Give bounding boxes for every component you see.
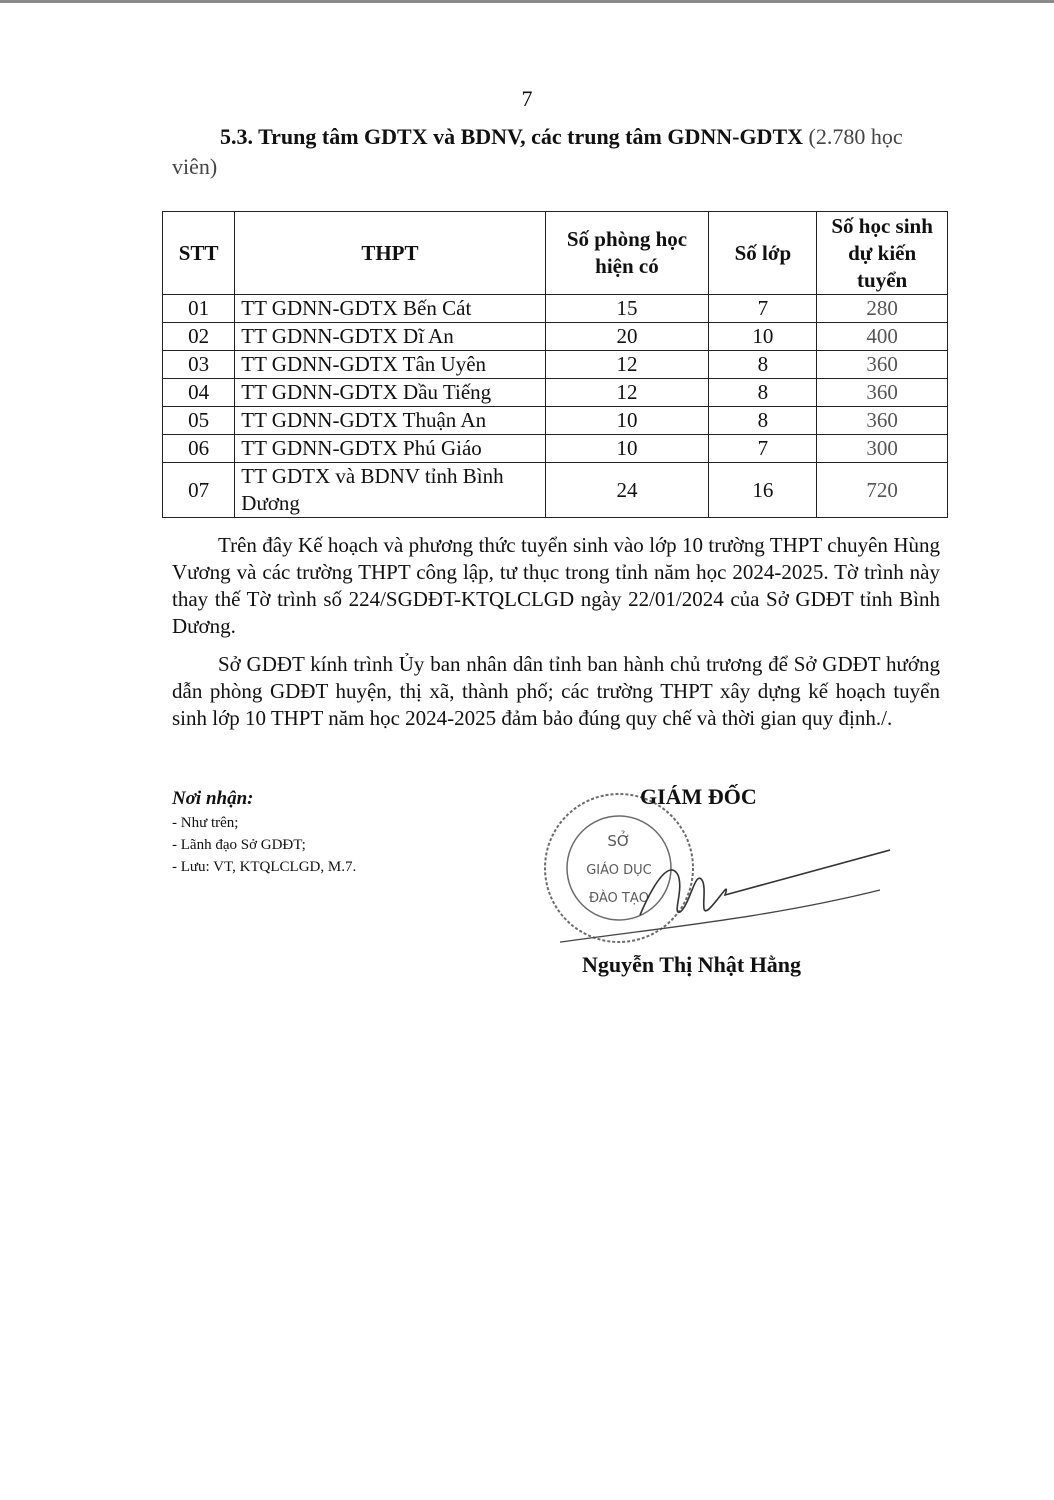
cell-students: 720 [817,463,948,518]
signer-title: GIÁM ĐỐC [640,784,757,809]
table-row [163,379,948,407]
scan-edge-line [0,0,1054,3]
cell-name: TT GDTX và BDNV tỉnh Bình Dương [235,463,545,518]
seal-text-2: GIÁO DỤC [586,863,652,878]
header-stt: STT [163,212,235,295]
cell-name: TT GDNN-GDTX Dầu Tiếng [235,379,545,407]
cell-stt: 06 [163,435,235,463]
cell-stt: 05 [163,407,235,435]
cell-students: 400 [817,323,948,351]
recipient-item: - Như trên; [172,815,239,831]
header-classes: Số lớp [709,212,817,295]
cell-rooms: 12 [545,351,709,379]
cell-students: 300 [817,435,948,463]
section-heading [172,122,942,182]
cell-rooms: 10 [545,407,709,435]
recipient-item: - Lãnh đạo Sở GDĐT; [172,837,306,853]
handwritten-signature-icon [560,820,900,950]
cell-stt: 02 [163,323,235,351]
cell-rooms: 10 [545,435,709,463]
cell-classes: 8 [709,379,817,407]
page-number: 7 [521,86,533,111]
cell-name: TT GDNN-GDTX Dĩ An [235,323,545,351]
cell-name: TT GDNN-GDTX Tân Uyên [235,351,545,379]
header-name: THPT [235,212,545,295]
cell-classes: 16 [709,463,817,518]
cell-students: 280 [817,295,948,323]
recipients-title-colon: : [247,788,254,809]
cell-students: 360 [817,351,948,379]
signer-name: Nguyễn Thị Nhật Hằng [582,952,802,977]
header-students: Số học sinh dự kiến tuyển [817,212,948,295]
table-row [163,351,948,379]
cell-classes: 7 [709,435,817,463]
section-heading-main: 5.3. Trung tâm GDTX và BDNV, các trung tâm GDNN-GDTX [220,124,803,149]
cell-name: TT GDNN-GDTX Bến Cát [235,295,545,323]
cell-name: TT GDNN-GDTX Phú Giáo [235,435,545,463]
section-heading-count: (2.780 học viên) [172,124,903,179]
cell-stt: 03 [163,351,235,379]
recipient-item: - Lưu: VT, KTQLCLGD, M.7. [172,859,357,875]
recipients-title [172,786,472,812]
table-row [163,463,948,518]
cell-rooms: 15 [545,295,709,323]
centers-table [162,211,948,518]
cell-students: 360 [817,407,948,435]
recipients-block [172,786,472,878]
header-rooms: Số phòng học hiện có [545,212,709,295]
cell-classes: 8 [709,407,817,435]
table-row [163,295,948,323]
closing-paragraph-plan: Trên đây Kế hoạch và phương thức tuyển sinh vào lớp 10 trường THPT chuyên Hùng Vương và các trường THPT công lập, tư thục trong tỉnh năm học 2024-2025. Tờ trình này thay thế Tờ trình số 224/SGDĐT-KTQLCLGD ngày 22/01/2024 của Sở GDĐT tỉnh Bình Dương. [172,533,940,638]
table-row [163,407,948,435]
cell-students: 360 [817,379,948,407]
table-header-row [163,212,948,295]
cell-classes: 7 [709,295,817,323]
seal-text-1: SỞ [607,832,631,850]
cell-classes: 8 [709,351,817,379]
cell-rooms: 20 [545,323,709,351]
cell-stt: 04 [163,379,235,407]
cell-classes: 10 [709,323,817,351]
table-row [163,323,948,351]
recipients-title-text: Nơi nhận [172,788,248,809]
seal-text-3: ĐÀO TẠO [589,891,649,906]
cell-rooms: 24 [545,463,709,518]
cell-rooms: 12 [545,379,709,407]
closing-paragraph-request: Sở GDĐT kính trình Ủy ban nhân dân tỉnh ban hành chủ trương để Sở GDĐT hướng dẫn phòng GDĐT huyện, thị xã, thành phố; các trường THPT xây dựng kế hoạch tuyển sinh lớp 10 THPT năm học 2024-2025 đảm bảo đúng quy chế và thời gian quy định./. [172,652,940,730]
table-row [163,435,948,463]
cell-stt: 01 [163,295,235,323]
cell-name: TT GDNN-GDTX Thuận An [235,407,545,435]
cell-stt: 07 [163,463,235,518]
